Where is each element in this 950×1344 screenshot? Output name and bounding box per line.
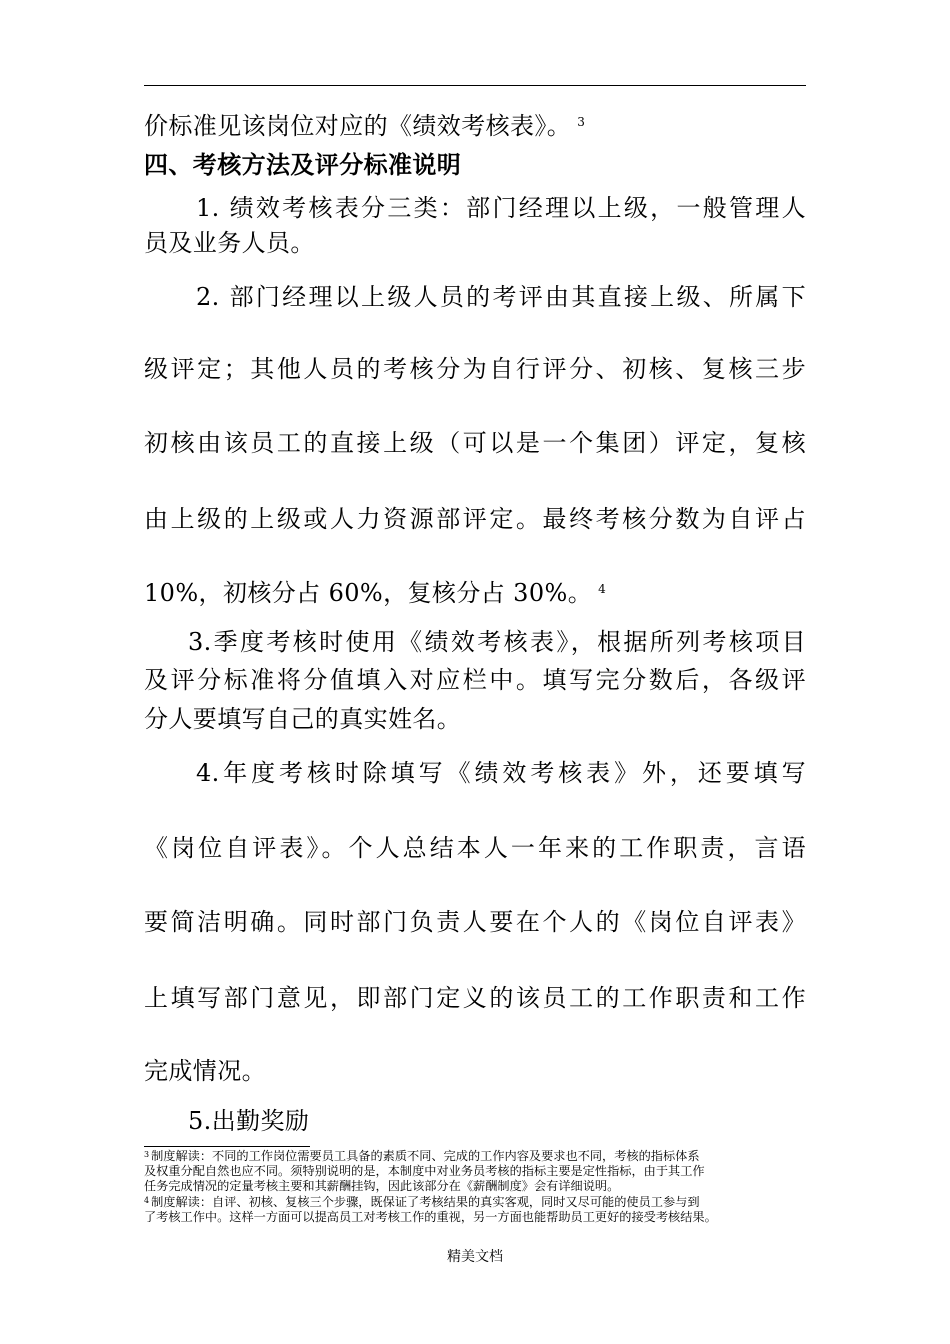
body-line-1: 价标准见该岗位对应的《绩效考核表》。 $^3$ [144, 112, 586, 140]
page-footer: 精美文档 [447, 1249, 503, 1265]
body-line-4: 员及业务人员。 [144, 229, 315, 257]
footnote-mark-3: 3 [144, 1150, 150, 1159]
body-line-12: 分人要填写自己的真实姓名。 [144, 705, 462, 733]
body-line-9: 10%，初核分占 60%，复核分占 30%。 $^4$ [144, 579, 607, 607]
footnote-4-line-2: 了考核工作中。这样一方面可以提高员工对考核工作的重视，另一方面也能帮助员工更好的接受考核结果。 [144, 1210, 717, 1224]
body-line-7: 初核由该员工的直接上级（可以是一个集团）评定，复核 [144, 429, 806, 457]
body-line-11: 及评分标准将分值填入对应栏中。填写完分数后，各级评 [144, 666, 806, 694]
section-heading: 四、考核方法及评分标准说明 [144, 150, 462, 179]
footnote-4-line-1: $^4$ 制度解读：自评、初核、复核三个步骤，既保证了考核结果的真实客观，同时又尽可能的使员工参与到 [144, 1195, 700, 1209]
body-line-14: 《岗位自评表》。个人总结本人一年来的工作职责，言语 [144, 834, 806, 862]
header-rule [144, 85, 806, 86]
footnote-3-line-3: 任务完成情况的定量考核主要和其薪酬挂钩，因此该部分在《薪酬制度》会有详细说明。 [144, 1179, 620, 1193]
body-line-3: 1. 绩效考核表分三类：部门经理以上级，一般管理人 [196, 194, 806, 222]
footnote-3-line-1: $^3$ 制度解读：不同的工作岗位需要员工具备的素质不同、完成的工作内容及要求也不同，考核的指标体系 [144, 1149, 700, 1163]
body-line-13: 4.年度考核时除填写《绩效考核表》外，还要填写 [196, 759, 806, 787]
body-line-5: 2. 部门经理以上级人员的考评由其直接上级、所属下 [196, 283, 806, 311]
footnote-ref-3[interactable]: 3 [577, 115, 586, 129]
body-line-15: 要简洁明确。同时部门负责人要在个人的《岗位自评表》 [144, 908, 806, 936]
footnote-ref-4[interactable]: 4 [598, 582, 607, 596]
body-line-8: 由上级的上级或人力资源部评定。最终考核分数为自评占 [144, 505, 806, 533]
footnote-separator [144, 1146, 310, 1147]
footnote-3-line-2: 及权重分配自然也应不同。须特别说明的是，本制度中对业务员考核的指标主要是定性指标，由于其工作 [144, 1164, 705, 1178]
body-line-16: 上填写部门意见，即部门定义的该员工的工作职责和工作 [144, 984, 806, 1012]
body-line-18: 5.出勤奖励 [188, 1107, 310, 1135]
footnote-mark-4: 4 [144, 1196, 150, 1205]
body-line-10: 3.季度考核时使用《绩效考核表》，根据所列考核项目 [188, 628, 806, 656]
body-line-17: 完成情况。 [144, 1057, 266, 1085]
body-line-6: 级评定；其他人员的考核分为自行评分、初核、复核三步 [144, 355, 806, 383]
